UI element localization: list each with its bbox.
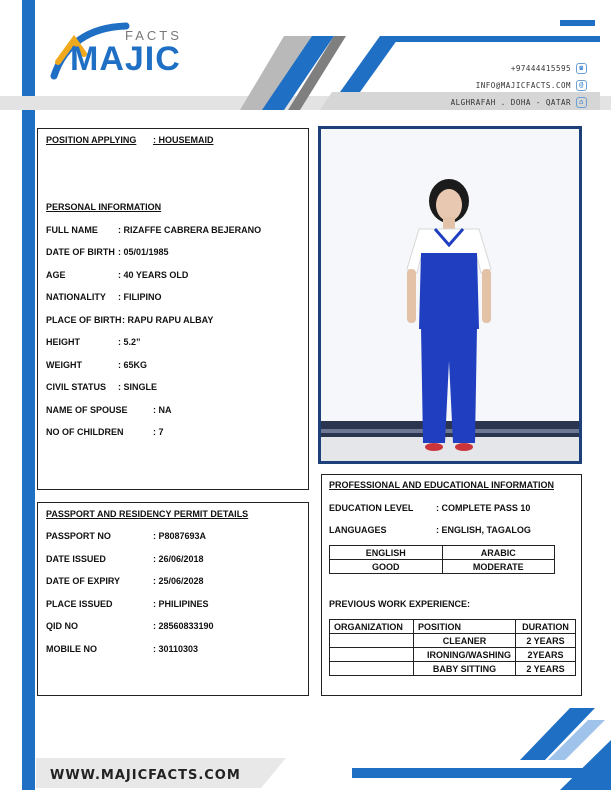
- education-value: : COMPLETE PASS 10: [436, 503, 531, 513]
- language-header-english: ENGLISH: [330, 546, 443, 560]
- experience-header-row: [330, 620, 576, 634]
- spouse-label: NAME OF SPOUSE: [46, 405, 128, 415]
- experience-heading: PREVIOUS WORK EXPERIENCE:: [329, 599, 471, 609]
- languages-value: : ENGLISH, TAGALOG: [436, 525, 531, 535]
- contact-block: [387, 60, 587, 111]
- applicant-photo: [318, 126, 582, 464]
- professional-heading: PROFESSIONAL AND EDUCATIONAL INFORMATION: [329, 480, 554, 490]
- qid-label: QID NO: [46, 621, 79, 631]
- weight-value: : 65KG: [118, 360, 148, 370]
- languages-label: LANGUAGES: [329, 525, 387, 535]
- mobile-value: : 30110303: [153, 644, 199, 654]
- contact-phone[interactable]: +97444415595: [510, 64, 571, 73]
- experience-duration: 2 YEARS: [516, 662, 576, 676]
- spouse-value: : NA: [153, 405, 172, 415]
- height-label: HEIGHT: [46, 337, 81, 347]
- logo-main-text: MAJIC: [70, 40, 181, 78]
- language-table: [329, 545, 555, 574]
- children-label: NO OF CHILDREN: [46, 427, 124, 437]
- contact-address-row: [387, 94, 587, 111]
- place-issued-value: : PHILIPINES: [153, 599, 209, 609]
- language-level-english: GOOD: [330, 560, 443, 574]
- website-link[interactable]: WWW.MAJICFACTS.COM: [50, 768, 241, 783]
- place-issued-label: PLACE ISSUED: [46, 599, 113, 609]
- mobile-label: MOBILE NO: [46, 644, 97, 654]
- age-label: AGE: [46, 270, 66, 280]
- date-issued-value: : 26/06/2018: [153, 554, 204, 564]
- personal-heading: PERSONAL INFORMATION: [46, 202, 162, 212]
- dob-value: : 05/01/1985: [118, 247, 169, 257]
- experience-position: CLEANER: [414, 634, 516, 648]
- age-value: : 40 YEARS OLD: [118, 270, 189, 280]
- applicant-photo-illustration: [321, 129, 579, 461]
- email-icon: @: [576, 80, 587, 91]
- language-level-row: [330, 560, 555, 574]
- civil-status-value: : SINGLE: [118, 382, 158, 392]
- full-name-value: : RIZAFFE CABRERA BEJERANO: [118, 225, 262, 235]
- nationality-value: : FILIPINO: [118, 292, 162, 302]
- left-accent-bar: [22, 0, 35, 790]
- passport-no-label: PASSPORT NO: [46, 531, 111, 541]
- experience-table: [329, 619, 576, 676]
- education-label: EDUCATION LEVEL: [329, 503, 414, 513]
- contact-address: ALGHRAFAH . DOHA - QATAR: [450, 98, 571, 107]
- table-row: [330, 648, 576, 662]
- pob-label: PLACE OF BIRTH: [46, 315, 122, 325]
- passport-heading: PASSPORT AND RESIDENCY PERMIT DETAILS: [46, 509, 249, 519]
- contact-email[interactable]: INFO@MAJICFACTS.COM: [475, 81, 571, 90]
- experience-header-organization: ORGANIZATION: [330, 620, 414, 634]
- date-issued-label: DATE ISSUED: [46, 554, 106, 564]
- professional-box: [321, 474, 582, 696]
- personal-info-box: [37, 128, 309, 490]
- experience-header-position: POSITION: [414, 620, 516, 634]
- civil-status-label: CIVIL STATUS: [46, 382, 107, 392]
- weight-label: WEIGHT: [46, 360, 82, 370]
- full-name-label: FULL NAME: [46, 225, 98, 235]
- passport-no-value: : P8087693A: [153, 531, 207, 541]
- date-expiry-value: : 25/06/2028: [153, 576, 204, 586]
- phone-icon: ☎: [576, 63, 587, 74]
- experience-duration: 2 YEARS: [516, 634, 576, 648]
- experience-duration: 2YEARS: [516, 648, 576, 662]
- language-header-arabic: ARABIC: [442, 546, 555, 560]
- table-row: [330, 634, 576, 648]
- logo-graphic: [40, 18, 200, 88]
- pob-value: : RAPU RAPU ALBAY: [122, 315, 214, 325]
- position-label: POSITION APPLYING: [46, 135, 137, 145]
- experience-organization: [330, 634, 414, 648]
- height-value: : 5.2”: [118, 337, 141, 347]
- language-level-arabic: MODERATE: [442, 560, 555, 574]
- table-row: [330, 662, 576, 676]
- experience-position: IRONING/WASHING: [414, 648, 516, 662]
- date-expiry-label: DATE OF EXPIRY: [46, 576, 121, 586]
- nationality-label: NATIONALITY: [46, 292, 106, 302]
- experience-organization: [330, 648, 414, 662]
- experience-header-duration: DURATION: [516, 620, 576, 634]
- passport-box: [37, 502, 309, 696]
- experience-position: BABY SITTING: [414, 662, 516, 676]
- dob-label: DATE OF BIRTH: [46, 247, 115, 257]
- children-value: : 7: [153, 427, 164, 437]
- contact-email-row: [387, 77, 587, 94]
- qid-value: : 28560833190: [153, 621, 214, 631]
- majic-facts-logo: [40, 18, 200, 88]
- language-header-row: [330, 546, 555, 560]
- logo-top-text: FACTS: [125, 28, 182, 43]
- home-icon: ⌂: [576, 97, 587, 108]
- footer-accent-bar: [352, 768, 611, 778]
- contact-phone-row: [387, 60, 587, 77]
- position-value: : HOUSEMAID: [153, 135, 214, 145]
- experience-organization: [330, 662, 414, 676]
